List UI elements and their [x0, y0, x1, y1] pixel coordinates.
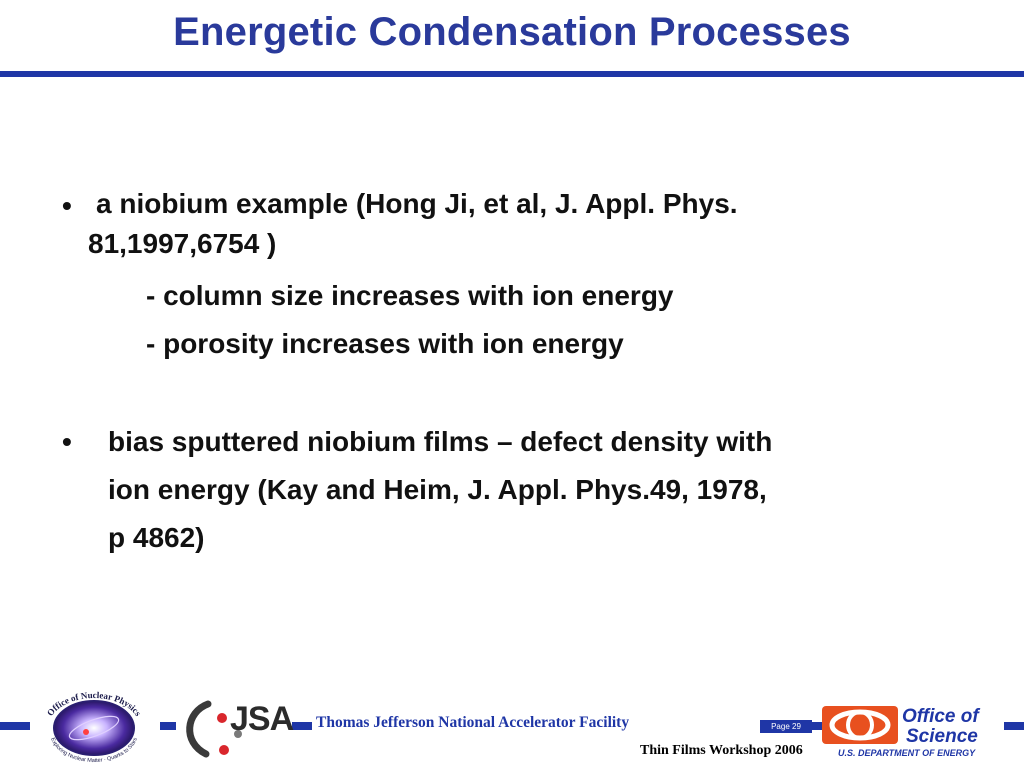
footer-bar-left [0, 722, 30, 730]
onp-logo-bottom-text: Exploring Nuclear Matter · Quarks to Stars [49, 736, 139, 765]
office-of-science-logo [822, 700, 1024, 768]
oos-line-2: Science [906, 726, 978, 747]
bullet-1-line-2: 81,1997,6754 ) [88, 228, 277, 259]
bullet-2-line-2: ion energy (Kay and Heim, J. Appl. Phys.49, 1978, [108, 474, 767, 505]
page-number: Page 29 [760, 720, 812, 733]
footer-bar-mid [160, 722, 176, 730]
bullet-2-line-3: p 4862) [108, 522, 205, 553]
title-divider [0, 71, 1024, 77]
jsa-logo [178, 690, 296, 766]
oos-line-1: Office of [902, 706, 979, 727]
office-of-nuclear-physics-logo [36, 688, 152, 766]
jsa-logo-text: JSA [230, 700, 294, 738]
onp-logo-top-text: Office of Nuclear Physics [44, 689, 144, 718]
bullet-1-line-1: a niobium example (Hong Ji, et al, J. Appl. Phys. [96, 188, 738, 219]
sub-item-porosity: - porosity increases with ion energy [146, 328, 624, 359]
bullet-marker: • [62, 190, 72, 221]
bullet-marker: • [62, 426, 72, 457]
workshop-label: Thin Films Workshop 2006 [640, 743, 803, 758]
facility-name: Thomas Jefferson National Accelerator Facility [316, 714, 630, 731]
sub-item-column-size: - column size increases with ion energy [146, 280, 674, 311]
bullet-2-line-1: bias sputtered niobium films – defect density with [108, 426, 773, 457]
slide-title: Energetic Condensation Processes [173, 10, 851, 54]
doe-text: U.S. DEPARTMENT OF ENERGY [838, 748, 976, 758]
